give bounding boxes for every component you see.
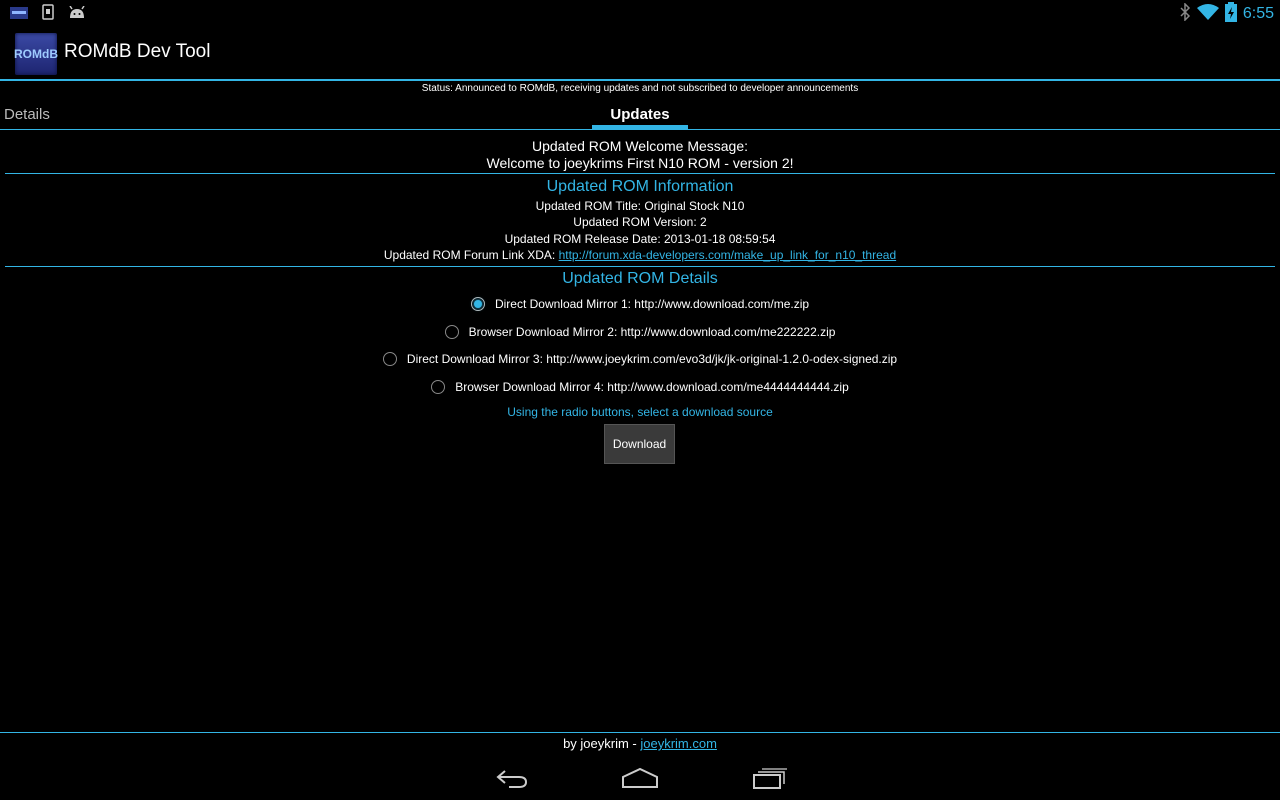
rom-forum-line — [0, 248, 1280, 262]
mirror-label[interactable]: Browser Download Mirror 2: http://www.download.com/me222222.zip — [468, 325, 836, 339]
wifi-icon — [1197, 3, 1219, 25]
footer-link[interactable]: joeykrim.com — [640, 736, 717, 751]
mirror-option-3[interactable] — [0, 352, 1280, 366]
radio-button-checked[interactable] — [471, 297, 485, 311]
mirror-label[interactable]: Browser Download Mirror 4: http://www.download.com/me4444444444.zip — [455, 380, 849, 394]
recents-icon — [752, 767, 788, 789]
home-button[interactable] — [616, 762, 664, 794]
forum-link[interactable]: http://forum.xda-developers.com/make_up_link_for_n10_thread — [558, 248, 897, 262]
welcome-heading: Updated ROM Welcome Message: — [531, 138, 749, 154]
footer-divider — [0, 732, 1280, 733]
mirror-option-4[interactable] — [0, 380, 1280, 394]
radio-button[interactable] — [383, 352, 397, 366]
status-bar — [0, 0, 1280, 25]
footer-credit — [0, 736, 1280, 751]
rom-release-line: Updated ROM Release Date: 2013-01-18 08:59:54 — [504, 232, 776, 246]
radio-button[interactable] — [431, 380, 445, 394]
app-title: ROMdB Dev Tool — [64, 41, 211, 62]
romdb-notification-icon — [10, 5, 28, 24]
tab-updates[interactable]: Updates — [610, 106, 670, 123]
welcome-section — [0, 138, 1280, 172]
download-hint: Using the radio buttons, select a download source — [507, 405, 773, 419]
back-icon — [495, 768, 529, 788]
bluetooth-icon — [1179, 3, 1191, 25]
rom-version-line: Updated ROM Version: 2 — [573, 215, 707, 229]
battery-icon — [1225, 2, 1237, 26]
tablet-notification-icon — [42, 4, 54, 24]
action-bar — [0, 25, 1280, 79]
footer-by-text: by joeykrim - — [563, 736, 641, 751]
action-bar-divider — [0, 79, 1280, 81]
section-divider — [5, 173, 1275, 174]
android-notification-icon — [68, 5, 86, 24]
download-button[interactable]: Download — [604, 424, 675, 464]
tabs-divider — [0, 129, 1280, 130]
navigation-bar — [0, 756, 1280, 800]
app-icon[interactable]: ROMdB — [15, 33, 57, 75]
radio-button[interactable] — [445, 325, 459, 339]
home-icon — [621, 767, 659, 789]
rom-info-heading: Updated ROM Information — [546, 178, 734, 195]
mirror-option-2[interactable] — [0, 325, 1280, 339]
welcome-message: Welcome to joeykrims First N10 ROM - version 2! — [486, 155, 794, 171]
recents-button[interactable] — [746, 762, 794, 794]
forum-link-label: Updated ROM Forum Link XDA: — [383, 248, 559, 262]
section-divider — [5, 266, 1275, 267]
rom-title-line: Updated ROM Title: Original Stock N10 — [535, 199, 745, 213]
mirror-label[interactable]: Direct Download Mirror 1: http://www.download.com/me.zip — [494, 297, 810, 311]
mirror-label[interactable]: Direct Download Mirror 3: http://www.joeykrim.com/evo3d/jk/jk-original-1.2.0-odex-signed.zip — [406, 352, 898, 366]
mirror-option-1[interactable] — [0, 297, 1280, 311]
tab-details[interactable]: Details — [4, 106, 50, 123]
back-button[interactable] — [488, 762, 536, 794]
status-text: Status: Announced to ROMdB, receiving updates and not subscribed to developer announcements — [421, 83, 859, 94]
rom-details-heading: Updated ROM Details — [562, 270, 718, 287]
clock-time: 6:55 — [1242, 5, 1274, 22]
